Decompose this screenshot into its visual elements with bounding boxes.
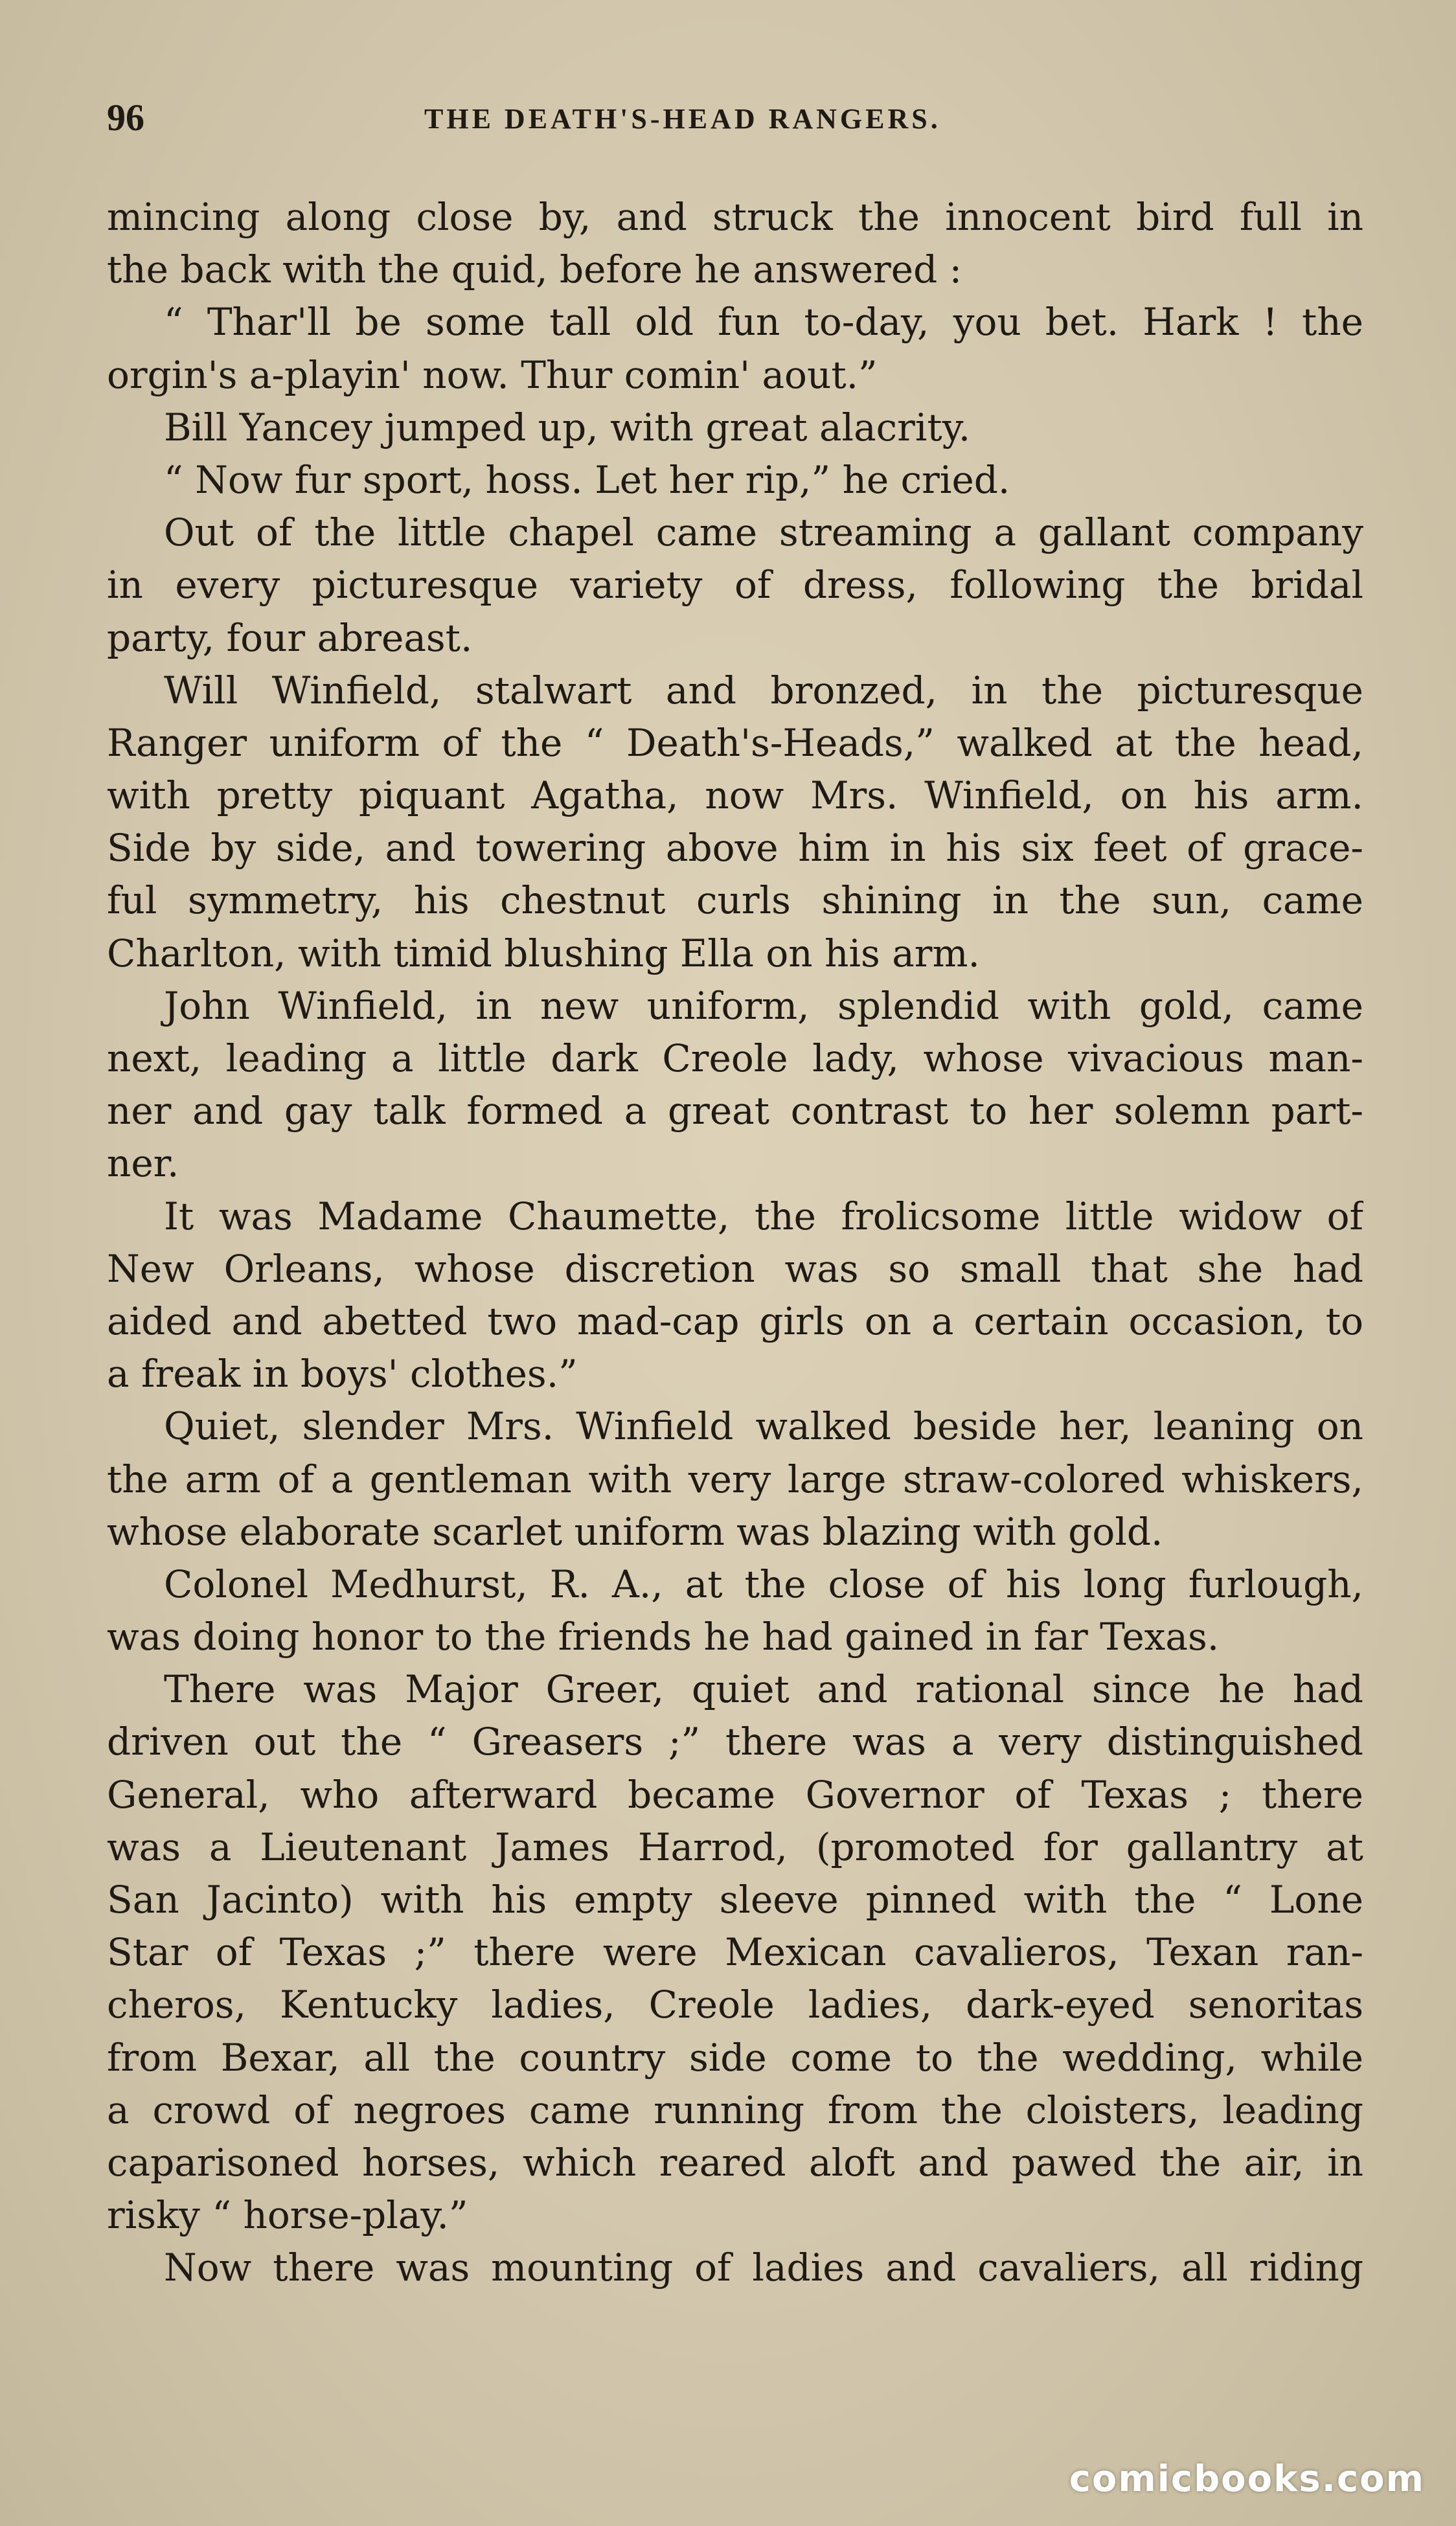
text-line: with pretty piquant Agatha, now Mrs. Winfield, on his arm.: [107, 773, 1363, 818]
text-line: ful symmetry, his chestnut curls shining in the sun, came: [107, 878, 1363, 923]
text-line: Charlton, with timid blushing Ella on his arm.: [107, 931, 980, 975]
text-line: ner.: [107, 1141, 179, 1186]
text-line: from Bexar, all the country side come to the wedding, while: [107, 2035, 1363, 2080]
text-line: party, four abreast.: [107, 615, 473, 660]
text-line: whose elaborate scarlet uniform was blazing with gold.: [107, 1509, 1163, 1554]
text-line: orgin's a-playin' now. Thur comin' aout.”: [107, 352, 878, 397]
running-title: THE DEATH'S-HEAD RANGERS.: [424, 103, 941, 135]
text-line: Now there was mounting of ladies and cavaliers, all riding: [164, 2246, 1363, 2290]
watermark: comicbooks.com: [1069, 2458, 1425, 2500]
text-line: ner and gay talk formed a great contrast to her solemn part-: [107, 1089, 1363, 1133]
text-line: There was Major Greer, quiet and rational since he had: [164, 1667, 1363, 1712]
text-line: “ Now fur sport, hoss. Let her rip,” he cried.: [164, 457, 1010, 502]
text-line: mincing along close by, and struck the innocent bird full in: [107, 195, 1363, 239]
text-line: the arm of a gentleman with very large straw-colored whiskers,: [107, 1457, 1363, 1501]
text-line: Side by side, and towering above him in his six feet of grace-: [107, 826, 1363, 870]
text-line: “ Thar'll be some tall old fun to-day, you bet. Hark ! the: [164, 300, 1363, 345]
text-line: a crowd of negroes came running from the cloisters, leading: [107, 2088, 1363, 2132]
text-line: driven out the “ Greasers ;” there was a very distinguished: [107, 1720, 1363, 1764]
text-line: the back with the quid, before he answered :: [107, 247, 962, 292]
text-line: General, who afterward became Governor of Texas ; there: [107, 1772, 1363, 1817]
text-line: next, leading a little dark Creole lady, whose vivacious man-: [107, 1036, 1363, 1080]
text-line: Star of Texas ;” there were Mexican cavalieros, Texan ran-: [107, 1930, 1363, 1975]
body-text: [107, 191, 1363, 2295]
text-line: Will Winfield, stalwart and bronzed, in the picturesque: [164, 668, 1363, 712]
running-head: [107, 96, 1363, 148]
text-line: a freak in boys' clothes.”: [107, 1352, 578, 1396]
text-line: Quiet, slender Mrs. Winfield walked beside her, leaning on: [164, 1404, 1363, 1449]
text-line: aided and abetted two mad-cap girls on a certain occasion, to: [107, 1299, 1363, 1343]
text-line: Out of the little chapel came streaming a gallant company: [164, 510, 1363, 555]
text-line: cheros, Kentucky ladies, Creole ladies, dark-eyed senoritas: [107, 1983, 1363, 2027]
text-line: Colonel Medhurst, R. A., at the close of his long furlough,: [164, 1562, 1363, 1606]
text-line: Bill Yancey jumped up, with great alacrity.: [164, 405, 971, 449]
text-line: risky “ horse-play.”: [107, 2193, 468, 2238]
text-line: New Orleans, whose discretion was so small that she had: [107, 1246, 1363, 1291]
text-line: John Winfield, in new uniform, splendid with gold, came: [164, 983, 1363, 1028]
text-line: was a Lieutenant James Harrod, (promoted for gallantry at: [107, 1825, 1363, 1869]
text-line: in every picturesque variety of dress, following the bridal: [107, 563, 1363, 608]
page-number: 96: [107, 97, 144, 139]
text-line: caparisoned horses, which reared aloft and pawed the air, in: [107, 2140, 1363, 2185]
text-line: It was Madame Chaumette, the frolicsome little widow of: [164, 1194, 1363, 1238]
text-line: Ranger uniform of the “ Death's-Heads,” walked at the head,: [107, 720, 1363, 765]
text-line: San Jacinto) with his empty sleeve pinned with the “ Lone: [107, 1878, 1363, 1922]
text-line: was doing honor to the friends he had gained in far Texas.: [107, 1615, 1220, 1659]
